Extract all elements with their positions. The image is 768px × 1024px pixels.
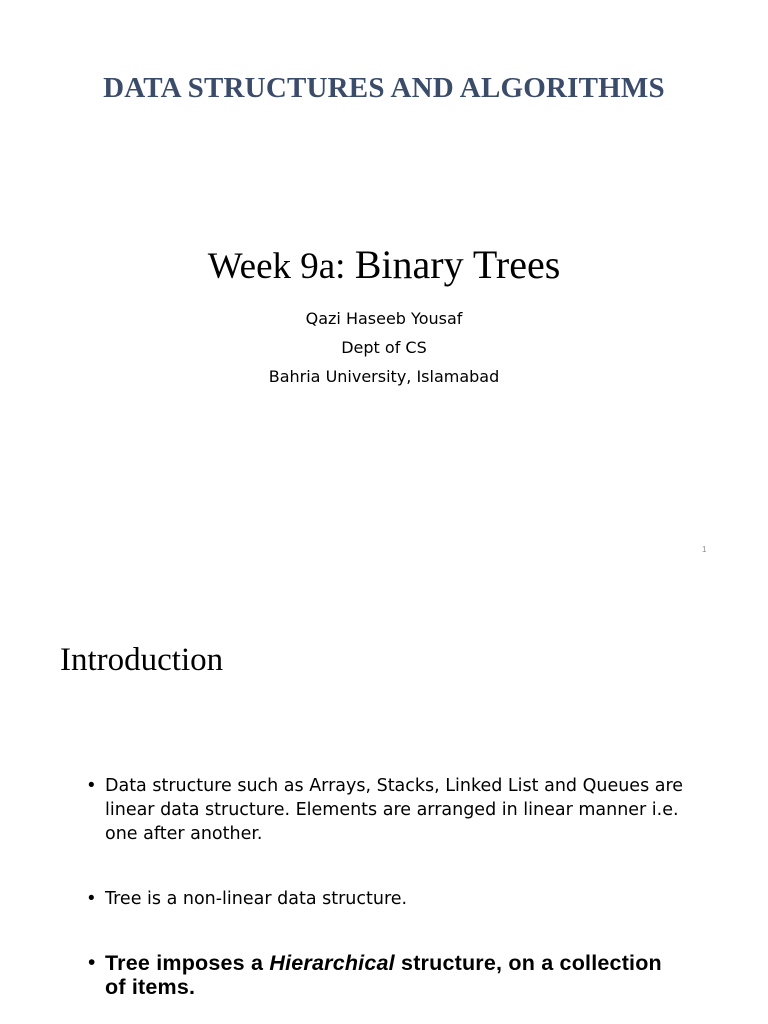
bullet-icon: • [88, 888, 95, 909]
bullet-emphasis: Hierarchical [269, 951, 395, 975]
lecture-title [0, 243, 768, 288]
author-department: Dept of CS [341, 338, 427, 357]
bullet-text-end: structure, on a collection of items. [105, 951, 662, 999]
course-title: DATA STRUCTURES AND ALGORITHMS [103, 72, 665, 104]
bullet-text: Tree is a non-linear data structure. [105, 889, 408, 909]
author-institution: Bahria University, Islamabad [268, 367, 500, 386]
bullet-icon: • [88, 775, 95, 796]
slide-heading: Introduction [60, 642, 224, 678]
bullet-text [105, 951, 688, 999]
bullet-icon: • [88, 951, 96, 974]
bullet-text: Data structure such as Arrays, Stacks, Linked List and Queues are linear data structure. Elements are arranged in linear manner i.e. one after another. [105, 776, 684, 844]
bullet-text-start: Tree imposes a [105, 951, 270, 975]
lecture-topic: Binary Trees [354, 242, 561, 287]
slide-number: 1 [702, 545, 707, 554]
author-block [0, 304, 768, 391]
author-name: Qazi Haseeb Yousaf [305, 309, 463, 328]
introduction-slide [0, 590, 768, 1024]
bullet-item [88, 887, 688, 911]
week-label: Week 9a: [207, 246, 355, 287]
bullet-item [88, 951, 688, 999]
bullet-item [88, 774, 688, 846]
